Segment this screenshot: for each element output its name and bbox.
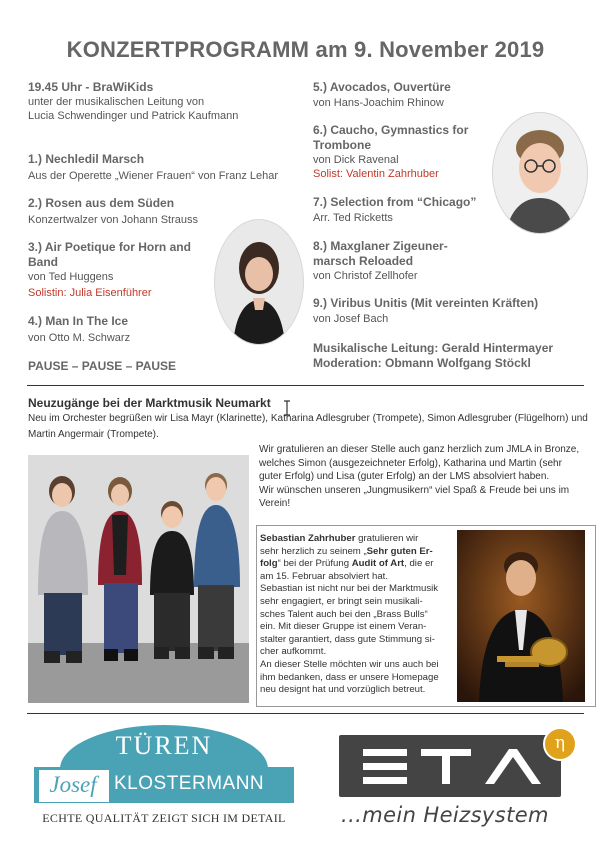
text-bold: folg xyxy=(260,558,278,570)
congratulations-text xyxy=(259,443,589,511)
sebastian-trumpet-photo xyxy=(457,530,585,702)
program-pause xyxy=(28,359,176,374)
program-item-8 xyxy=(313,239,448,283)
conductor-line: Musikalische Leitung: Gerald Hintermayer xyxy=(313,341,554,355)
text-line: neu designt hat und vorzüglich betreut. xyxy=(260,684,426,696)
item-subtitle: von Otto M. Schwarz xyxy=(28,332,131,344)
item-heading: 2.) Rosen aus dem Süden xyxy=(28,196,175,210)
program-credits xyxy=(313,341,553,371)
text-line: ein. Mit dieser Gruppe ist einem Veran- xyxy=(260,621,427,633)
program-item-6 xyxy=(313,123,468,181)
text-fragment: “ bei der Prüfung xyxy=(277,558,352,570)
program-item-7 xyxy=(313,195,476,225)
text-bold: Sehr guten Er- xyxy=(366,545,433,557)
klostermann-tagline: ECHTE QUALITÄT ZEIGT SICH IM DETAIL xyxy=(42,811,286,825)
eta-wordmark-icon xyxy=(339,735,561,797)
text-line: sehr engagiert, er bringt sein musikali- xyxy=(260,595,423,607)
text-bold: Audit of Art xyxy=(351,558,405,570)
klostermann-ad xyxy=(28,725,300,845)
item-heading: 7.) Selection from “Chicago” xyxy=(313,195,477,209)
moderation-line: Moderation: Obmann Wolfgang Stöckl xyxy=(313,356,531,370)
item-heading: marsch Reloaded xyxy=(313,254,414,268)
news-line: Neu im Orchester begrüßen wir Lisa Mayr (Klarinette), Katharina Adlesgruber (Trompete), Simon Adlesgruber (Flügelhorn) und xyxy=(28,413,588,424)
item-heading: 4.) Man In The Ice xyxy=(28,314,129,328)
item-subtitle: Konzertwalzer von Johann Strauss xyxy=(28,214,198,226)
item-subtitle: Aus der Operette „Wiener Frauen“ von Franz Lehar xyxy=(28,170,279,182)
page-title: KONZERTPROGRAMM am 9. November 2019 xyxy=(66,37,545,62)
program-item-3 xyxy=(28,240,191,300)
logo-tueren: TÜREN xyxy=(115,731,213,760)
text-line: Sebastian ist nicht nur bei der Marktmusik xyxy=(260,583,439,595)
news-line: Martin Angermair (Trompete). xyxy=(28,429,159,440)
text-line: Verein! xyxy=(259,498,291,509)
logo-josef: Josef xyxy=(49,772,97,797)
item-subtitle: von Ted Huggens xyxy=(28,271,114,283)
eta-ad xyxy=(335,727,585,847)
text-line: guter Erfolg) und Lisa (guter Erfolg) an der LMS absolviert haben. xyxy=(259,471,550,482)
item-heading: 6.) Caucho, Gymnastics for xyxy=(313,123,469,137)
sebastian-name: Sebastian Zahrhuber xyxy=(260,533,356,544)
text-line: cher aufkommt. xyxy=(260,646,327,658)
section-divider xyxy=(27,713,584,714)
new-members-group-photo xyxy=(28,455,249,703)
logo-klostermann: KLOSTERMANN xyxy=(114,773,265,794)
text-fragment: sehr herzlich zu seinem „ xyxy=(260,545,367,557)
soloist-valentin-photo xyxy=(490,110,590,236)
program-item-2 xyxy=(28,196,198,227)
text-line: am 15. Februar absolviert hat. xyxy=(260,570,388,582)
program-item-5 xyxy=(313,80,451,110)
program-item-4 xyxy=(28,314,130,345)
text-line: stalter garantiert, dass gute Stimmung si- xyxy=(260,633,435,645)
item-heading: Trombone xyxy=(313,138,372,152)
intro-line: Lucia Schwendinger und Patrick Kaufmann xyxy=(28,110,239,122)
text-fragment: , die er xyxy=(404,558,434,570)
pause-text: PAUSE – PAUSE – PAUSE xyxy=(28,359,177,373)
text-line: Wir wünschen unseren „Jungmusikern“ viel Spaß & Freude bei uns im xyxy=(259,484,570,496)
sebastian-text xyxy=(260,533,448,697)
eta-badge-icon: η xyxy=(543,727,577,761)
program-item-9 xyxy=(313,296,538,326)
item-heading: 9.) Viribus Unitis (Mit vereinten Kräften) xyxy=(313,296,539,310)
intro-line: unter der musikalischen Leitung von xyxy=(28,96,205,108)
item-heading: 3.) Air Poetique for Horn and xyxy=(28,240,191,254)
item-heading: Band xyxy=(28,255,58,269)
item-soloist: Solist: Valentin Zahrhuber xyxy=(313,168,439,180)
news-body xyxy=(28,412,588,441)
text-line: sches Talent auch bei den „Brass Bulls“ xyxy=(260,608,428,620)
text-line: ihm bedanken, dass er unsere Homepage xyxy=(260,671,439,683)
item-heading: 1.) Nechledil Marsch xyxy=(28,152,145,166)
item-heading: 5.) Avocados, Ouvertüre xyxy=(313,80,451,94)
item-subtitle: von Christof Zellhofer xyxy=(313,270,418,282)
text-fragment: gratulieren wir xyxy=(355,533,419,544)
item-soloist: Solistin: Julia Eisenführer xyxy=(28,287,152,299)
news-heading: Neuzugänge bei der Marktmusik Neumarkt xyxy=(28,396,271,410)
program-intro xyxy=(28,80,238,123)
text-line: Wir gratulieren an dieser Stelle auch ganz herzlich zum JMLA in Bronze, xyxy=(259,444,580,455)
soloist-julia-photo xyxy=(213,218,305,346)
program-item-1 xyxy=(28,152,278,183)
intro-heading: 19.45 Uhr - BraWiKids xyxy=(28,80,154,94)
section-divider xyxy=(27,385,584,386)
eta-slogan: ...mein Heizsystem xyxy=(341,803,549,827)
item-subtitle: Arr. Ted Ricketts xyxy=(313,212,393,224)
item-heading: 8.) Maxglaner Zigeuner- xyxy=(313,239,448,253)
text-line: An dieser Stelle möchten wir uns auch bei xyxy=(260,658,439,670)
item-subtitle: von Josef Bach xyxy=(313,313,389,325)
text-line: welches Simon (ausgezeichneter Erfolg), Katharina und Martin (sehr xyxy=(259,457,562,469)
item-subtitle: von Dick Ravenal xyxy=(313,154,399,166)
item-subtitle: von Hans-Joachim Rhinow xyxy=(313,97,444,109)
